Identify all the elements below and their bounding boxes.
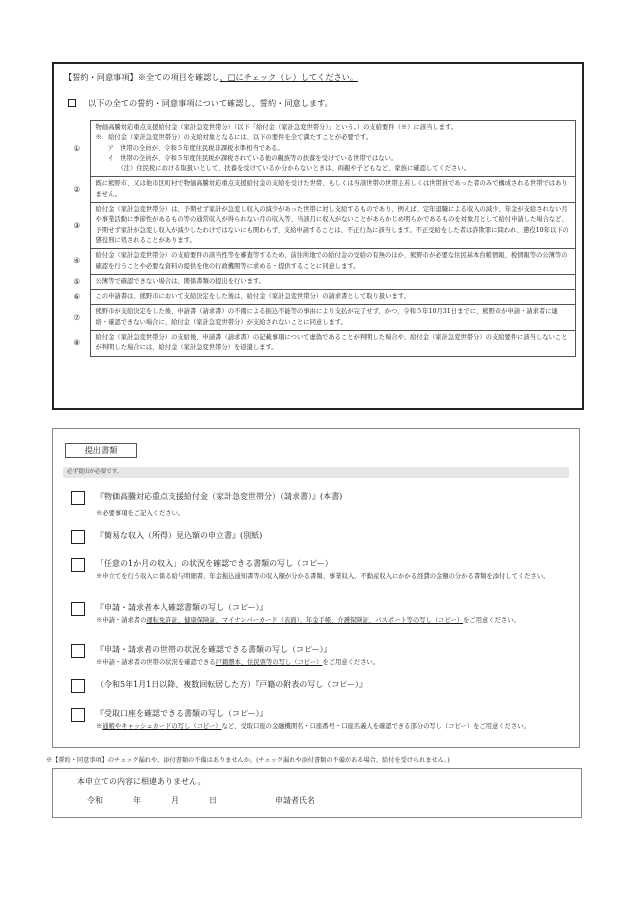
document-title-5: 『申請・請求者の世帯の状況を確認できる書類の写し（コピー）』 <box>96 645 332 654</box>
document-note-4-suffix: をご用意ください。 <box>463 617 520 624</box>
oath-items-table <box>64 120 576 357</box>
oath-item-line: 給付金（家計急変世帯分）の支給後、申請書（請求書）の記載事項について虚偽であることが判明した場合や、給付金（家計急変世帯分）の支給要件に該当しないことが判明した場合には、給付金（家計急変世帯分）を返還します。 <box>95 334 568 352</box>
document-note-4 <box>96 616 561 626</box>
oath-item-number: ① <box>64 121 90 177</box>
oath-item-5 <box>64 274 576 289</box>
oath-item-line: 既に熊野市、又は他市区町村で物価高騰対応重点支援給付金の支給を受けた世帯、もしくは当該世帯の世帯主若しくは世帯員であった者のみで構成される世帯ではありません。 <box>95 180 568 198</box>
document-note-5 <box>96 658 561 668</box>
oath-item-line: 公簿等で確認できない場合は、関係書類の提出を行います。 <box>95 277 266 285</box>
oath-item-6 <box>64 290 576 305</box>
oath-item-line: 熊野市が支給決定をした後、申請書（請求書）の不備による振込不能等の事由により支払が完了せず、かつ、令和５年10月31日までに、熊野市が申請・請求者に連絡・確認できない場合に、給付金（家計急変世帯分）が支給されないことに同意します。 <box>95 308 558 326</box>
documents-section <box>52 428 580 748</box>
oath-item-line: （注）住民税における取扱いとして、扶養を受けているか分からないときは、両親や子どもなど、家族に確認してください。 <box>117 165 470 173</box>
oath-item-3 <box>64 203 576 249</box>
documents-required-note: 必ず提出が必要です。 <box>63 467 569 478</box>
document-note-7 <box>96 722 561 732</box>
oath-agree-checkbox[interactable] <box>68 99 76 107</box>
oath-item-number: ⑥ <box>64 290 90 305</box>
oath-item-line: イ 世帯の全員が、令和５年度住民税が課税されている他の親族等の扶養を受けている世帯ではない。 <box>107 154 398 162</box>
oath-item-line: 給付金（家計急変世帯分）の支給要件の該当性等を審査等するため、前住所地での給付金の受給の有無のほか、熊野市が必要な住民基本台帳情報、税情報等の公簿等の確認を行うことや必要な資料の提供を他の行政機関等に求める・提供することに同意します。 <box>95 252 568 270</box>
document-note-1: ※必要事項をご記入ください。 <box>96 510 185 517</box>
oath-item-text <box>90 290 576 305</box>
document-title-3: 「任意の1か月の収入」の状況を確認できる書類の写し（コピー） <box>96 559 333 568</box>
document-title-6: （令和5年1月1日以降、複数回転居した方）『戸籍の附表の写し（コピー）』 <box>96 680 367 689</box>
document-note-4-underlined: 運転免許証、健康保険証、マイナンバーカード（表面）、年金手帳、介護保険証、パスポート等の写し（コピー） <box>146 617 464 624</box>
oath-item-number: ⑧ <box>64 331 90 357</box>
oath-item-text <box>90 274 576 289</box>
oath-item-line: 給付金（家計急変世帯分）は、予期せず家計が急変し収入の減少があった世帯に対し支給するものであり、例えば、定年退職による収入の減少、年金が支給されない月や事業活動に季節性があるもの等の通常収入が得られない月の収入等、当該月に収入がないことがあらかじめ明らかであるものを対象月として給付申請した場合など、予期せず家計が急変し収入が減少したわけではないにも関わらず、支給申請することは、不正行為に該当します。不正受給をした者は詐欺罪に問われ、懲役10年以下の懲役刑に処されることがあります。 <box>95 206 569 244</box>
oath-item-line: ※ 給付金（家計急変世帯分）の支給対象となるには、以下の要件を全て満たすことが必要です。 <box>95 134 373 142</box>
document-note-5-suffix: をご用意ください。 <box>322 659 380 666</box>
document-checkbox-3[interactable] <box>71 558 85 572</box>
oath-item-number: ⑤ <box>64 274 90 289</box>
check-footnote: ※【誓約・同意事項】のチェック漏れや、添付書類の不備はありませんか。(チェック漏れや添付書類の不備がある場合、給付を受けられません。) <box>46 757 450 764</box>
document-checkbox-7[interactable] <box>71 708 85 722</box>
oath-item-number: ④ <box>64 249 90 275</box>
document-checkbox-5[interactable] <box>71 644 85 658</box>
document-note-4-prefix: ※申請・請求者の <box>96 617 147 624</box>
oath-header <box>64 72 358 83</box>
oath-item-4 <box>64 249 576 275</box>
document-note-7-suffix: など、受取口座の金融機関名・口座番号・口座名義人を確認できる部分の写し（コピー）をご用意ください。 <box>221 723 530 730</box>
document-note-7-underlined: 通帳やキャッシュカードの写し（コピー） <box>102 723 222 730</box>
oath-header-instruction-a: ※全ての項目を確認し <box>137 72 220 82</box>
document-note-5-prefix: ※申請・請求者の世帯の状況を確認できる <box>96 659 216 666</box>
oath-item-text <box>90 305 576 331</box>
document-note-3: ※申立てを行う収入に係る給与明細書、年金振込通知書等の収入額が分かる書類、事業収入、不動産収入にかかる経費の金額の分かる書類を添付してください。 <box>96 573 550 580</box>
oath-item-text <box>90 331 576 357</box>
document-title-2: 『簡易な収入（所得）見込額の申立書』(別紙) <box>96 531 263 540</box>
signature-section <box>52 768 582 818</box>
documents-title: 提出書類 <box>65 443 137 458</box>
oath-item-8 <box>64 331 576 357</box>
oath-item-number: ③ <box>64 203 90 249</box>
oath-item-line: 物価高騰対応重点支援給付金（家計急変世帯分）（以下「給付金（家計急変世帯分）」という。）の支給要件（※）に該当します。 <box>95 124 458 131</box>
oath-item-text <box>90 121 576 177</box>
oath-item-text <box>90 177 576 203</box>
document-title-4: 『申請・請求者本人確認書類の写し（コピー）』 <box>96 603 268 612</box>
oath-item-2 <box>64 177 576 203</box>
oath-item-number: ⑦ <box>64 305 90 331</box>
document-title-7: 『受取口座を確認できる書類の写し（コピー）』 <box>96 709 268 718</box>
oath-agree-text: 以下の全ての誓約・同意事項について確認し、誓約・同意します。 <box>88 98 333 108</box>
oath-item-line: この申請書は、熊野市において支給決定をした後は、給付金（家計急変世帯分）の請求書として取り扱います。 <box>95 293 410 301</box>
oath-header-instruction-b: 、□にチェック（レ）してください。 <box>219 72 359 82</box>
oath-item-7 <box>64 305 576 331</box>
applicant-name-label: 申請者氏名 <box>275 796 315 805</box>
signature-year-label: 年 <box>133 796 141 805</box>
document-note-7-prefix: ※ <box>96 723 103 730</box>
oath-item-number: ② <box>64 177 90 203</box>
document-checkbox-2[interactable] <box>71 530 85 544</box>
oath-item-text <box>90 249 576 275</box>
oath-header-label: 【誓約・同意事項】 <box>64 72 138 82</box>
signature-day-label: 日 <box>209 796 217 805</box>
signature-month-label: 月 <box>171 796 179 805</box>
signature-statement: 本申立ての内容に相違ありません。 <box>77 777 206 786</box>
document-checkbox-4[interactable] <box>71 602 85 616</box>
document-note-5-underlined: 戸籍謄本、住民票等の写し（コピー） <box>215 659 323 666</box>
oath-section <box>52 62 584 410</box>
oath-item-line: ア 世帯の全員が、令和５年度住民税非課税水準相当である。 <box>107 144 284 152</box>
document-checkbox-6[interactable] <box>71 679 85 693</box>
oath-item-1 <box>64 121 576 177</box>
document-title-1: 『物価高騰対応重点支援給付金（家計急変世帯分）（請求書）』(本書) <box>96 492 343 501</box>
oath-agree-row[interactable] <box>68 98 333 109</box>
signature-era: 令和 <box>87 796 103 805</box>
document-checkbox-1[interactable] <box>71 491 85 505</box>
oath-item-text <box>90 203 576 249</box>
